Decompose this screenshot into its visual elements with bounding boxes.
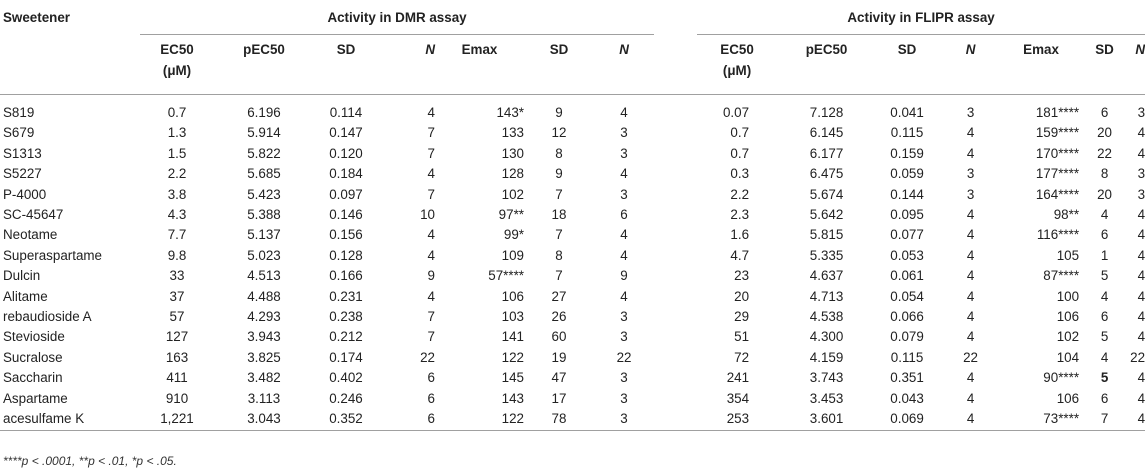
cell-f-ec50: 23 (734, 268, 750, 284)
cell-f-ec50: 72 (734, 349, 750, 365)
header-flipr-emax: Emax (1023, 42, 1059, 57)
cell-f-emax-sd: 5 (1100, 268, 1109, 284)
cell-d-emax: 102 (501, 186, 524, 202)
table-row (0, 409, 1145, 430)
cell-d-emax-sd: 7 (555, 268, 563, 284)
cell-name: S5227 (3, 166, 42, 182)
header-flipr-emax-sd: SD (1095, 42, 1114, 57)
cell-f-emax: 106 (1056, 390, 1080, 406)
cell-d-emax: 122 (501, 349, 524, 365)
cell-d-ec50: 0.7 (140, 95, 214, 124)
header-flipr-pec50: pEC50 (805, 42, 848, 57)
cell-d-pec50: 5.137 (247, 227, 281, 243)
cell-f-ec50: 1.6 (730, 227, 750, 243)
cell-f-sd: 0.351 (890, 370, 924, 386)
cell-d-n: 9 (427, 268, 435, 284)
cell-f-sd: 0.053 (890, 247, 924, 263)
cell-d-n: 4 (427, 166, 435, 182)
cell-d-ec50: 33 (169, 268, 185, 284)
cell-f-n: 4 (966, 145, 975, 161)
cell-f-n: 4 (966, 268, 975, 284)
cell-f-emax: 159**** (1035, 125, 1080, 141)
cell-f-sd: 0.144 (890, 186, 924, 202)
cell-f-emax-sd: 7 (1079, 409, 1130, 430)
cell-f-emax: 105 (1056, 247, 1080, 263)
cell-f-emax-sd: 4 (1100, 207, 1109, 223)
cell-d-sd: 0.156 (329, 227, 363, 243)
cell-d-emax-n: 3 (594, 409, 654, 430)
header-sweetener: Sweetener (3, 9, 70, 25)
cell-d-emax-n: 4 (620, 288, 628, 304)
cell-f-sd: 0.059 (890, 166, 924, 182)
cell-f-emax-n: 4 (1137, 309, 1145, 325)
cell-f-emax: 73**** (1003, 409, 1079, 430)
cell-d-pec50: 5.822 (247, 145, 281, 161)
cell-name: Neotame (3, 227, 58, 243)
cell-d-emax-n: 22 (616, 349, 632, 365)
cell-d-emax-n: 3 (620, 186, 628, 202)
cell-f-emax-n: 4 (1137, 329, 1145, 345)
cell-d-emax-n: 4 (594, 95, 654, 124)
cell-d-n: 6 (427, 390, 435, 406)
cell-f-n: 4 (966, 125, 975, 141)
table-row (0, 225, 1145, 245)
cell-d-ec50: 411 (166, 370, 188, 386)
cell-d-emax: 106 (501, 288, 524, 304)
cell-f-emax-sd: 5 (1100, 370, 1109, 386)
cell-f-emax-n: 4 (1137, 288, 1145, 304)
cell-d-sd: 0.184 (329, 166, 363, 182)
cell-d-sd: 0.097 (329, 186, 363, 202)
cell-d-emax-sd: 47 (551, 370, 567, 386)
cell-f-pec50: 4.713 (809, 288, 844, 304)
cell-d-emax-n: 3 (620, 145, 628, 161)
cell-d-emax-sd: 26 (551, 309, 567, 325)
cell-d-pec50: 3.113 (247, 390, 281, 406)
cell-d-emax-n: 9 (620, 268, 628, 284)
cell-d-sd: 0.174 (329, 349, 363, 365)
header-flipr-emax-n: N (1135, 42, 1145, 57)
cell-f-ec50: 354 (726, 390, 750, 406)
cell-f-pec50: 5.674 (809, 186, 844, 202)
cell-f-emax-n: 4 (1137, 125, 1145, 141)
cell-d-sd: 0.212 (329, 329, 363, 345)
header-flipr-sd: SD (897, 42, 917, 57)
cell-d-sd: 0.146 (329, 207, 363, 223)
cell-f-emax-n: 4 (1137, 145, 1145, 161)
cell-name: acesulfame K (0, 409, 140, 430)
table-row (0, 205, 1145, 225)
cell-name: SC-45647 (3, 207, 64, 223)
cell-d-emax: 122 (435, 409, 524, 430)
cell-f-emax: 177**** (1035, 166, 1080, 182)
cell-f-ec50: 0.7 (730, 145, 750, 161)
cell-f-sd: 0.043 (890, 390, 924, 406)
cell-f-ec50: 241 (726, 370, 750, 386)
cell-d-n: 4 (427, 288, 435, 304)
cell-d-emax-sd: 60 (551, 329, 567, 345)
cell-d-n: 22 (420, 349, 435, 365)
cell-f-emax-n: 3 (1130, 95, 1145, 124)
header-dmr-sd: SD (336, 42, 356, 57)
cell-d-emax-n: 3 (620, 370, 628, 386)
cell-d-n: 7 (427, 329, 435, 345)
cell-d-ec50: 127 (165, 329, 189, 345)
table-row (0, 246, 1145, 266)
cell-f-pec50: 6.177 (809, 145, 844, 161)
cell-d-pec50: 5.914 (247, 125, 281, 141)
cell-f-sd: 0.054 (890, 288, 924, 304)
cell-f-sd: 0.095 (890, 207, 924, 223)
cell-f-emax: 116**** (1036, 227, 1080, 243)
cell-f-n: 3 (966, 166, 975, 182)
cell-d-pec50: 6.196 (214, 95, 314, 124)
cell-f-ec50: 0.07 (654, 95, 777, 124)
cell-f-ec50: 0.7 (730, 125, 750, 141)
cell-f-emax: 181**** (1003, 95, 1079, 124)
cell-f-emax: 164**** (1035, 186, 1080, 202)
cell-f-emax-sd: 5 (1100, 329, 1109, 345)
cell-d-n: 6 (378, 409, 435, 430)
table-row (0, 266, 1145, 286)
cell-d-emax: 133 (501, 125, 524, 141)
cell-f-ec50: 4.7 (730, 247, 750, 263)
table-row (0, 348, 1145, 368)
cell-f-ec50: 253 (654, 409, 777, 430)
footnote: ****p < .0001, **p < .01, *p < .05. (3, 454, 177, 468)
cell-f-n: 4 (966, 390, 975, 406)
cell-d-emax: 145 (501, 370, 524, 386)
cell-f-emax-n: 4 (1137, 207, 1145, 223)
cell-d-sd: 0.231 (329, 288, 363, 304)
cell-f-emax-n: 4 (1137, 247, 1145, 263)
cell-f-emax-sd: 1 (1100, 247, 1109, 263)
cell-d-emax: 143* (435, 95, 524, 124)
cell-name: rebaudioside A (3, 309, 92, 325)
cell-f-emax-n: 4 (1137, 370, 1145, 386)
cell-name: Sucralose (3, 349, 63, 365)
cell-name: S819 (0, 95, 140, 124)
table-row (0, 185, 1145, 205)
cell-f-emax: 87**** (1043, 268, 1080, 284)
cell-d-ec50: 37 (169, 288, 185, 304)
cell-f-n: 4 (966, 329, 975, 345)
cell-d-sd: 0.352 (314, 409, 378, 430)
cell-f-n: 4 (966, 247, 975, 263)
cell-f-emax: 100 (1056, 288, 1080, 304)
table-row (0, 164, 1145, 184)
cell-d-emax-n: 3 (620, 329, 628, 345)
cell-d-sd: 0.128 (329, 247, 363, 263)
cell-d-pec50: 3.943 (247, 329, 281, 345)
cell-d-n: 7 (427, 145, 435, 161)
cell-d-n: 6 (427, 370, 435, 386)
cell-f-pec50: 5.815 (809, 227, 844, 243)
table-row (0, 144, 1145, 164)
cell-f-emax-n: 3 (1137, 166, 1145, 182)
cell-f-n: 4 (966, 227, 975, 243)
cell-d-emax-n: 6 (620, 207, 628, 223)
cell-f-n: 3 (966, 186, 975, 202)
cell-d-emax: 141 (501, 329, 524, 345)
cell-d-emax-n: 4 (620, 166, 628, 182)
cell-f-sd: 0.159 (890, 145, 924, 161)
cell-d-ec50: 57 (169, 309, 185, 325)
header-dmr-emax-sd: SD (549, 42, 569, 57)
cell-d-ec50: 2.2 (167, 166, 187, 182)
table-row (0, 327, 1145, 347)
cell-name: P-4000 (3, 186, 47, 202)
cell-d-pec50: 5.023 (247, 247, 281, 263)
cell-f-pec50: 3.453 (809, 390, 844, 406)
cell-d-emax: 143 (501, 390, 524, 406)
cell-f-sd: 0.041 (876, 95, 938, 124)
cell-f-sd: 0.115 (890, 349, 924, 365)
header-dmr-emax-n: N (619, 42, 629, 57)
cell-f-pec50: 3.743 (809, 370, 844, 386)
cell-d-emax-sd: 7 (555, 227, 563, 243)
cell-f-emax: 106 (1056, 309, 1080, 325)
cell-d-emax: 57**** (488, 268, 524, 284)
cell-name: Aspartame (3, 390, 68, 406)
cell-d-emax-sd: 8 (555, 247, 563, 263)
cell-f-sd: 0.066 (890, 309, 924, 325)
cell-f-pec50: 4.159 (809, 349, 844, 365)
cell-d-pec50: 5.685 (247, 166, 281, 182)
cell-d-emax-sd: 78 (524, 409, 594, 430)
cell-f-n: 4 (966, 288, 975, 304)
cell-d-n: 10 (420, 207, 435, 223)
cell-d-emax: 128 (501, 166, 524, 182)
cell-d-n: 4 (427, 247, 435, 263)
cell-f-sd: 0.077 (890, 227, 924, 243)
cell-f-sd: 0.079 (890, 329, 924, 345)
cell-d-ec50: 7.7 (167, 227, 187, 243)
cell-d-emax-sd: 12 (551, 125, 567, 141)
cell-f-emax-n: 4 (1137, 268, 1145, 284)
cell-f-n: 22 (963, 349, 978, 365)
cell-f-n: 3 (938, 95, 1003, 124)
cell-f-pec50: 7.128 (777, 95, 876, 124)
cell-d-sd: 0.120 (329, 145, 363, 161)
cell-f-emax-sd: 6 (1100, 227, 1109, 243)
cell-d-ec50: 163 (165, 349, 189, 365)
cell-d-pec50: 5.423 (247, 186, 281, 202)
cell-f-emax-n: 4 (1130, 409, 1145, 430)
cell-f-emax: 90**** (1043, 370, 1080, 386)
cell-f-pec50: 4.538 (809, 309, 844, 325)
cell-f-emax-sd: 8 (1100, 166, 1109, 182)
cell-d-pec50: 4.293 (247, 309, 281, 325)
cell-d-pec50: 3.482 (247, 370, 281, 386)
cell-d-emax: 130 (501, 145, 524, 161)
cell-d-emax-sd: 19 (551, 349, 567, 365)
table-row (0, 389, 1145, 409)
cell-f-emax-sd: 4 (1100, 349, 1109, 365)
cell-f-emax-n: 3 (1137, 186, 1145, 202)
cell-d-n: 7 (427, 309, 435, 325)
cell-d-sd: 0.402 (329, 370, 363, 386)
cell-d-emax-sd: 9 (524, 95, 594, 124)
header-dmr-group: Activity in DMR assay (140, 0, 654, 35)
cell-name: Saccharin (3, 370, 63, 386)
cell-d-ec50: 3.8 (167, 186, 187, 202)
table-row (0, 368, 1145, 388)
cell-d-ec50: 4.3 (167, 207, 187, 223)
header-flipr-group: Activity in FLIPR assay (697, 0, 1145, 35)
cell-name: S679 (3, 125, 35, 141)
cell-d-emax: 97** (498, 207, 524, 223)
cell-d-emax: 99* (503, 227, 524, 243)
cell-f-n: 4 (966, 370, 975, 386)
cell-f-emax-sd: 20 (1097, 125, 1112, 141)
table-row (0, 123, 1145, 143)
header-dmr-emax: Emax (461, 42, 498, 57)
cell-d-emax-sd: 18 (551, 207, 567, 223)
cell-f-emax-sd: 20 (1097, 186, 1112, 202)
cell-d-emax-sd: 17 (551, 390, 567, 406)
cell-d-emax-sd: 27 (551, 288, 567, 304)
table-body (0, 95, 1145, 431)
cell-f-emax-sd: 4 (1100, 288, 1109, 304)
table-row (0, 287, 1145, 307)
cell-f-sd: 0.061 (890, 268, 924, 284)
cell-d-n: 4 (378, 95, 435, 124)
cell-f-pec50: 5.335 (809, 247, 844, 263)
cell-f-pec50: 5.642 (809, 207, 844, 223)
cell-d-pec50: 3.825 (247, 349, 281, 365)
cell-d-pec50: 4.488 (247, 288, 281, 304)
cell-f-pec50: 6.475 (809, 166, 844, 182)
cell-d-emax-n: 3 (620, 309, 628, 325)
cell-d-emax-sd: 9 (555, 166, 563, 182)
cell-f-ec50: 20 (734, 288, 750, 304)
cell-name: Stevioside (3, 329, 65, 345)
cell-f-sd: 0.069 (876, 409, 938, 430)
cell-d-pec50: 3.043 (214, 409, 314, 430)
cell-f-emax-n: 4 (1137, 227, 1145, 243)
cell-f-ec50: 0.3 (730, 166, 750, 182)
cell-f-sd: 0.115 (890, 125, 924, 141)
cell-f-n: 4 (938, 409, 1003, 430)
cell-name: S1313 (3, 145, 42, 161)
cell-d-n: 7 (427, 125, 435, 141)
cell-d-sd: 0.147 (329, 125, 363, 141)
cell-d-ec50: 1,221 (140, 409, 214, 430)
cell-d-emax: 109 (501, 247, 524, 263)
cell-f-ec50: 2.3 (730, 207, 750, 223)
header-flipr-n: N (965, 42, 976, 57)
cell-d-ec50: 1.5 (167, 145, 187, 161)
cell-f-n: 4 (966, 309, 975, 325)
cell-f-pec50: 4.637 (809, 268, 844, 284)
header-dmr-n: N (425, 42, 435, 57)
cell-f-pec50: 6.145 (809, 125, 844, 141)
cell-d-emax-sd: 8 (555, 145, 563, 161)
header-flipr-ec50: EC50 (μM) (720, 42, 754, 78)
cell-d-pec50: 5.388 (247, 207, 281, 223)
cell-f-emax-n: 22 (1130, 349, 1145, 365)
table-row (0, 307, 1145, 327)
cell-f-emax-n: 4 (1137, 390, 1145, 406)
cell-f-emax: 98** (1053, 207, 1080, 223)
cell-d-ec50: 1.3 (167, 125, 187, 141)
cell-name: Alitame (3, 288, 48, 304)
cell-d-sd: 0.238 (329, 309, 363, 325)
header-dmr-ec50: EC50 (μM) (160, 42, 194, 78)
cell-f-ec50: 29 (734, 309, 750, 325)
cell-f-emax-sd: 6 (1100, 309, 1109, 325)
cell-d-sd: 0.166 (329, 268, 363, 284)
cell-d-emax-sd: 7 (555, 186, 563, 202)
cell-name: Superaspartame (3, 247, 102, 263)
cell-f-emax: 102 (1056, 329, 1080, 345)
cell-d-n: 7 (427, 186, 435, 202)
cell-d-emax-n: 3 (620, 125, 628, 141)
cell-d-ec50: 910 (165, 390, 189, 406)
cell-f-emax-sd: 6 (1100, 390, 1109, 406)
cell-f-emax-sd: 22 (1097, 145, 1112, 161)
cell-f-pec50: 3.601 (777, 409, 876, 430)
cell-f-pec50: 4.300 (809, 329, 844, 345)
cell-f-ec50: 2.2 (730, 186, 750, 202)
cell-f-emax: 170**** (1035, 145, 1080, 161)
cell-d-sd: 0.246 (329, 390, 363, 406)
cell-d-ec50: 9.8 (167, 247, 187, 263)
cell-d-emax-n: 3 (620, 390, 628, 406)
cell-d-n: 4 (427, 227, 435, 243)
cell-f-emax: 104 (1056, 349, 1080, 365)
cell-d-sd: 0.114 (314, 95, 378, 124)
cell-d-emax-n: 4 (620, 227, 628, 243)
header-dmr-pec50: pEC50 (243, 42, 285, 57)
cell-f-ec50: 51 (734, 329, 750, 345)
cell-d-emax-n: 4 (620, 247, 628, 263)
cell-f-emax-sd: 6 (1079, 95, 1130, 124)
cell-f-n: 4 (966, 207, 975, 223)
cell-d-pec50: 4.513 (247, 268, 281, 284)
table-row (0, 95, 1145, 124)
cell-name: Dulcin (3, 268, 41, 284)
cell-d-emax: 103 (501, 309, 524, 325)
